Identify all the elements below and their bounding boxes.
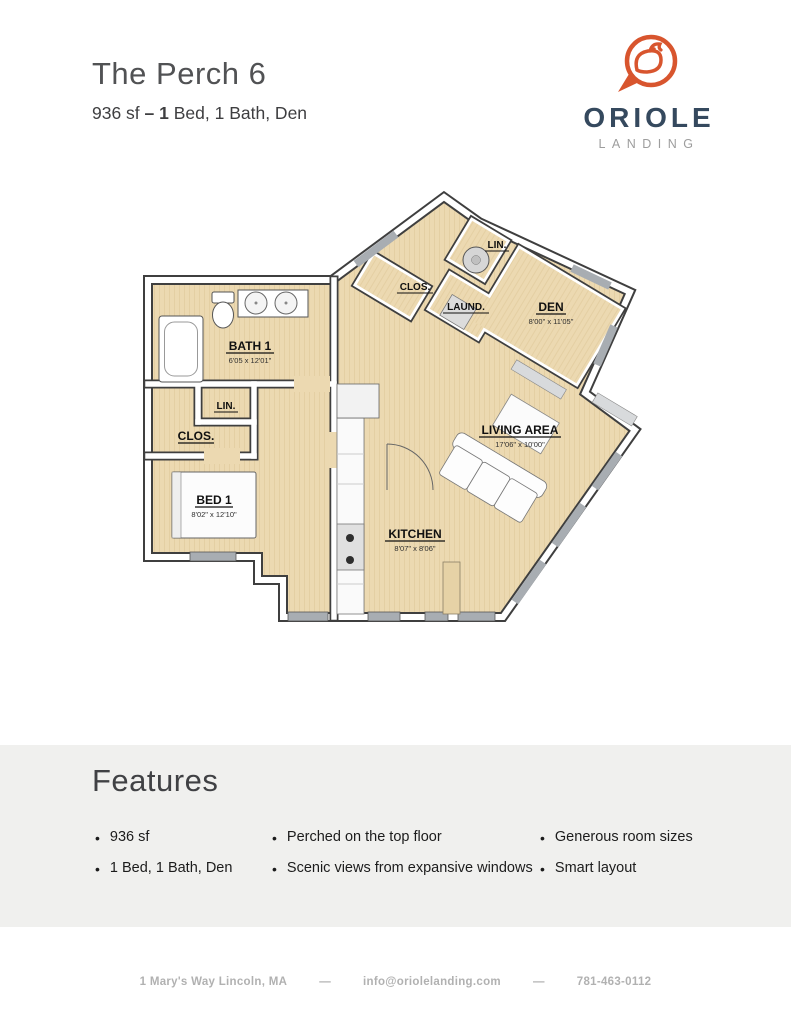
svg-text:BED 1: BED 1 — [196, 493, 232, 507]
stove — [337, 524, 364, 570]
room-label-linen — [214, 401, 238, 412]
logo-tagline-text: LANDING — [598, 137, 700, 151]
svg-text:LIN.: LIN. — [487, 240, 507, 251]
feature-text: Generous room sizes — [554, 829, 693, 845]
footer-address: 1 Mary's Way Lincoln, MA — [139, 976, 288, 988]
feature-text: Scenic views from expansive windows — [286, 860, 533, 876]
room-label-bath1 — [226, 339, 274, 365]
svg-text:LIN.: LIN. — [216, 401, 236, 412]
svg-text:LAUND.: LAUND. — [447, 302, 485, 313]
features-columns — [95, 829, 791, 891]
feature-item — [540, 860, 780, 879]
svg-text:CLOS.: CLOS. — [177, 429, 215, 443]
feature-text: 1 Bed, 1 Bath, Den — [109, 860, 233, 876]
svg-text:DEN: DEN — [538, 300, 564, 314]
features-column-3 — [540, 829, 780, 891]
feature-item — [95, 829, 272, 848]
features-heading: Features — [92, 763, 219, 798]
bullet-icon: • — [272, 830, 277, 846]
footer-phone: 781-463-0112 — [576, 976, 652, 988]
toilet — [212, 292, 234, 328]
oriole-bird-icon — [612, 28, 686, 100]
bullet-icon: • — [95, 830, 100, 846]
room-label-closet — [178, 429, 215, 443]
double-sink-vanity — [238, 290, 308, 317]
features-section — [0, 745, 791, 927]
footer — [0, 976, 791, 988]
room-label-linen-entry — [485, 240, 509, 251]
svg-text:KITCHEN: KITCHEN — [388, 527, 442, 541]
svg-text:BATH 1: BATH 1 — [228, 339, 272, 353]
oriole-landing-logo — [561, 28, 737, 151]
page-subtitle — [92, 103, 307, 124]
header — [92, 56, 307, 124]
bullet-icon: • — [540, 830, 545, 846]
footer-separator: — — [532, 976, 545, 988]
footer-email: info@oriolelanding.com — [363, 976, 501, 988]
bullet-icon: • — [95, 861, 100, 877]
room-label-laundry — [443, 302, 489, 313]
feature-item — [95, 860, 272, 879]
kitchen-island — [443, 562, 460, 614]
svg-text:6'05 x 12'01": 6'05 x 12'01" — [228, 356, 272, 365]
page-title: The Perch 6 — [92, 56, 267, 91]
feature-item — [272, 860, 540, 879]
subtitle-rest: Bed, 1 Bath, Den — [173, 103, 308, 123]
svg-text:CLOS.: CLOS. — [399, 282, 431, 293]
subtitle-dash-bed: – 1 — [144, 103, 174, 123]
room-label-closet-entry — [397, 282, 433, 293]
svg-text:8'07" x 8'06": 8'07" x 8'06" — [394, 544, 436, 553]
footer-separator: — — [319, 976, 331, 988]
bathtub — [159, 316, 203, 382]
room-label-bed1 — [191, 493, 237, 519]
features-column-2 — [272, 829, 540, 891]
feature-text: 936 sf — [109, 829, 150, 845]
subtitle-sqft: 936 sf — [92, 103, 145, 123]
bullet-icon: • — [272, 861, 277, 877]
svg-text:8'02" x 12'10": 8'02" x 12'10" — [191, 510, 237, 519]
features-column-1 — [95, 829, 272, 891]
feature-text: Perched on the top floor — [286, 829, 442, 845]
svg-text:8'00" x 11'05": 8'00" x 11'05" — [528, 317, 574, 326]
logo-brand-text: ORIOLE — [583, 102, 715, 133]
feature-item — [540, 829, 780, 848]
svg-text:17'06" x 10'00": 17'06" x 10'00" — [495, 440, 545, 449]
feature-item — [272, 829, 540, 848]
bullet-icon: • — [540, 861, 545, 877]
svg-text:LIVING AREA: LIVING AREA — [481, 423, 559, 437]
floor-plan — [134, 172, 664, 672]
feature-text: Smart layout — [554, 860, 637, 876]
